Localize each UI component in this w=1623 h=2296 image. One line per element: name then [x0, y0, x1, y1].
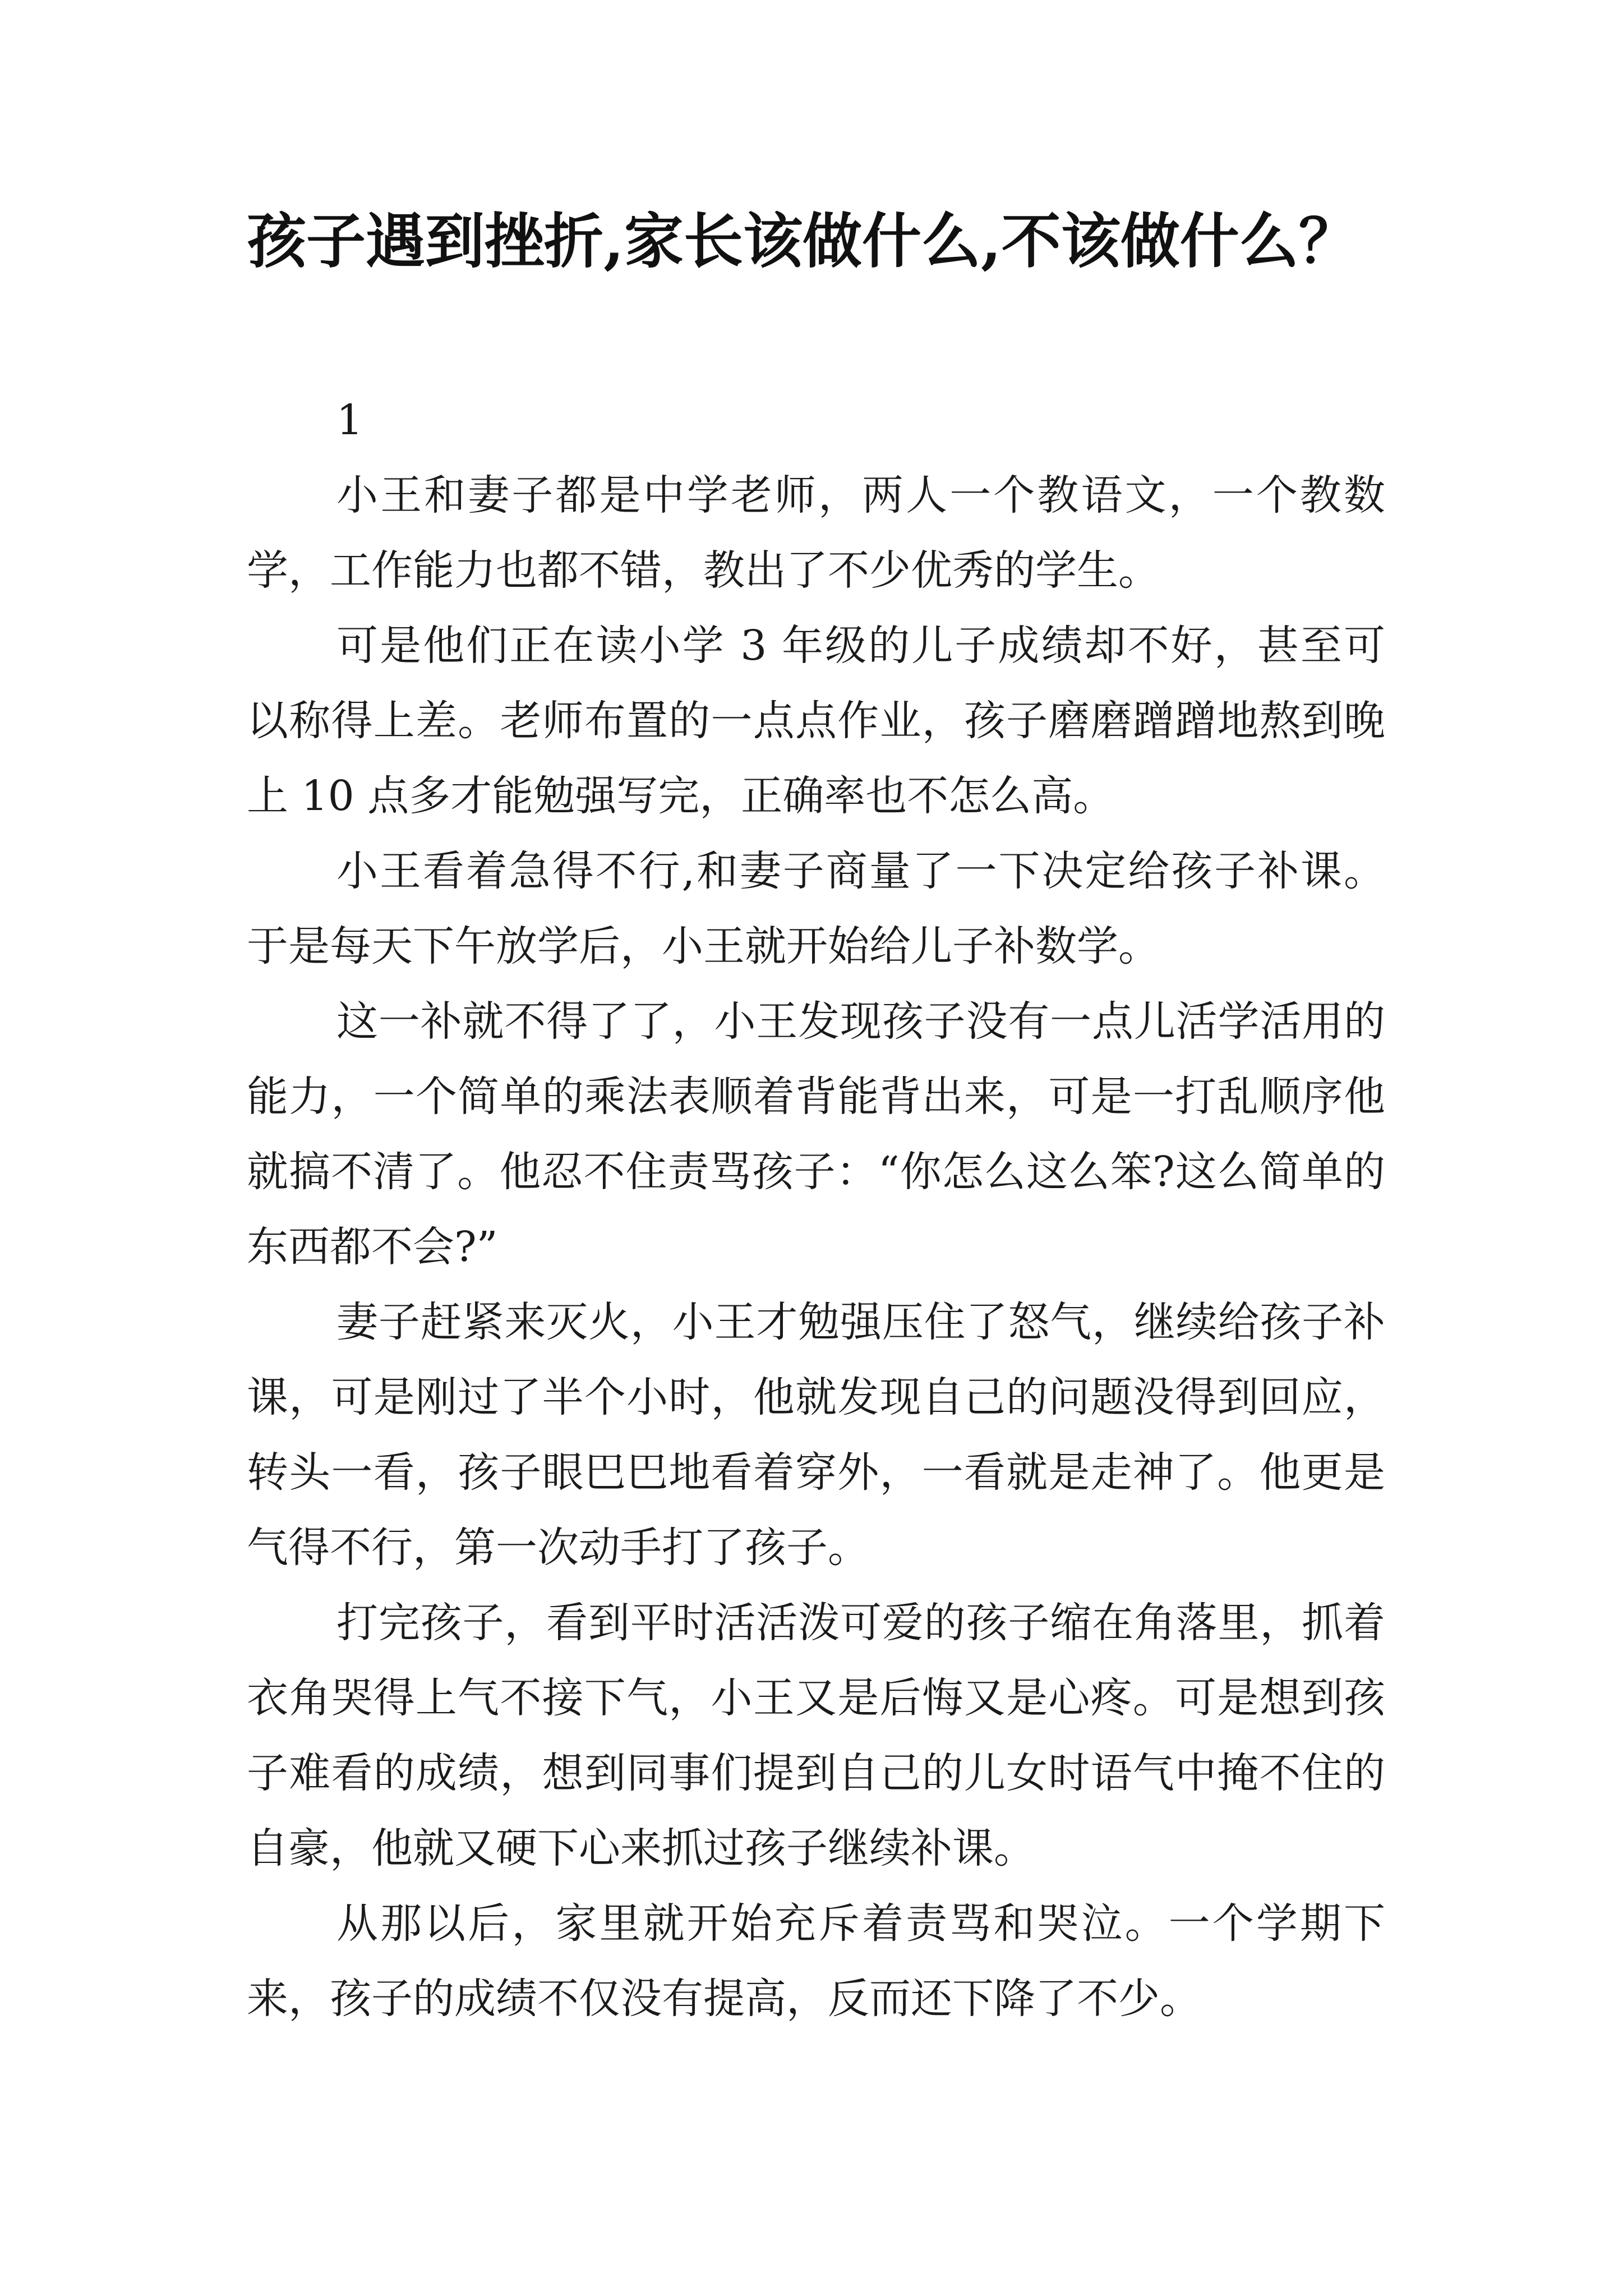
article-title: 孩子遇到挫折,家长该做什么,不该做什么？ — [247, 206, 1358, 276]
paragraph: 小王和妻子都是中学老师，两人一个教语文，一个教数学，工作能力也都不错，教出了不少优秀的学生。 — [247, 471, 1385, 595]
paragraph: 小王看着急得不行,和妻子商量了一下决定给孩子补课。于是每天下午放学后，小王就开始给儿子补数学。 — [247, 847, 1385, 970]
paragraph: 可是他们正在读小学 3 年级的儿子成绩却不好，甚至可以称得上差。老师布置的一点点作业，孩子磨磨蹭蹭地熬到晚上 10 点多才能勉强写完，正确率也不怎么高。 — [247, 622, 1385, 820]
paragraph: 打完孩子，看到平时活活泼可爱的孩子缩在角落里，抓着衣角哭得上气不接下气，小王又是后悔又是心疼。可是想到孩子难看的成绩，想到同事们提到自己的儿女时语气中掩不住的自豪，他就又硬下心来抓过孩子继续补课。 — [247, 1599, 1385, 1872]
paragraph: 这一补就不得了了，小王发现孩子没有一点儿活学活用的能力，一个简单的乘法表顺着背能背出来，可是一打乱顺序他就搞不清了。他忍不住责骂孩子：“你怎么这么笨?这么简单的东西都不会?” — [247, 997, 1385, 1271]
paragraph: 从那以后，家里就开始充斥着责骂和哭泣。一个学期下来，孩子的成绩不仅没有提高，反而还下降了不少。 — [247, 1899, 1385, 2023]
paragraph: 妻子赶紧来灭火，小王才勉强压住了怒气，继续给孩子补课，可是刚过了半个小时，他就发现自己的问题没得到回应，转头一看，孩子眼巴巴地看着穿外，一看就是走神了。他更是气得不行，第一次动手打了孩子。 — [247, 1298, 1385, 1572]
section-number: 1 — [336, 396, 363, 444]
article-body — [247, 383, 1385, 2036]
